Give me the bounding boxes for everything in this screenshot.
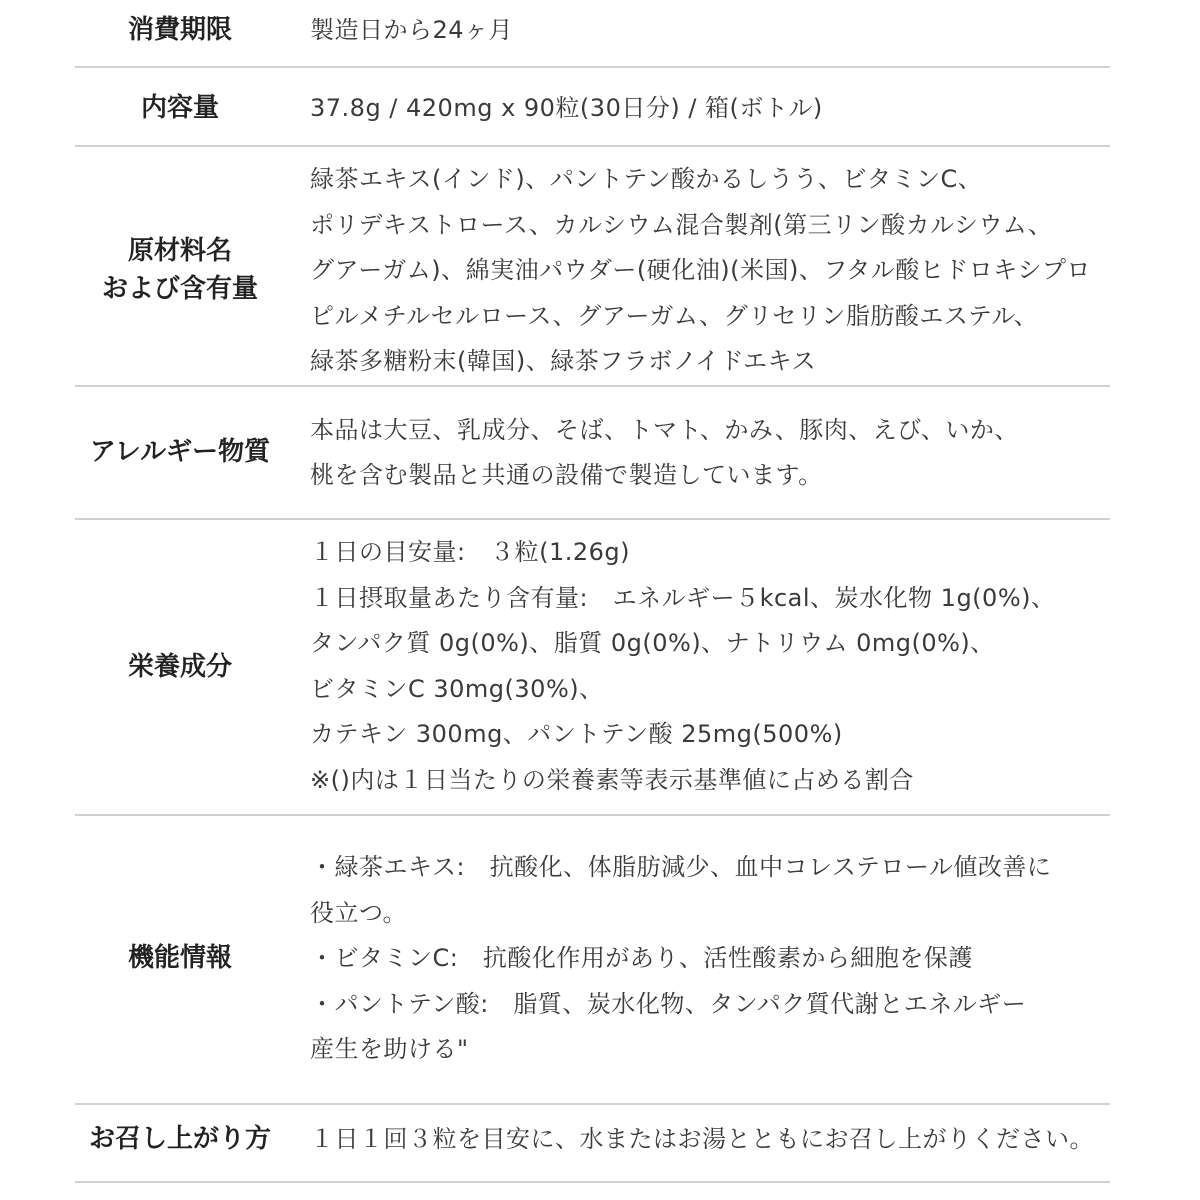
- value-ingredients: [310, 157, 1120, 385]
- function-info-line: ・ビタミンC: 抗酸化作用があり、活性酸素から細胞を保護: [310, 944, 973, 972]
- label-allergens: アレルギー物質: [89, 437, 271, 467]
- divider: [75, 814, 1110, 816]
- divider: [75, 385, 1110, 387]
- nutrition-line: １日摂取量あたり含有量: エネルギー５kcal、炭水化物 1g(0%)、: [310, 583, 1056, 612]
- divider: [75, 1181, 1110, 1183]
- label-nutrition: 栄養成分: [127, 652, 232, 682]
- allergens-line: 本品は大豆、乳成分、そば、トマト、かみ、豚肉、えび、いか、: [310, 416, 1019, 444]
- value-function-info: [310, 845, 1120, 1073]
- nutrition-line: タンパク質 0g(0%)、脂質 0g(0%)、ナトリウム 0mg(0%)、: [310, 629, 995, 657]
- value-directions: １日１回３粒を目安に、水またはお湯とともにお召し上がりください。: [310, 1125, 1094, 1153]
- label-function-info: 機能情報: [127, 943, 232, 973]
- function-info-line: ・パントテン酸: 脂質、炭水化物、タンパク質代謝とエネルギー: [310, 989, 1027, 1018]
- ingredients-line: ポリデキストロース、カルシウム混合製剤(第三リン酸カルシウム、: [310, 210, 1053, 239]
- value-allergens: [310, 408, 1120, 498]
- divider: [75, 66, 1110, 68]
- allergens-line: 桃を含む製品と共通の設備で製造しています。: [310, 461, 823, 489]
- ingredients-line: グアーガム)、綿実油パウダー(硬化油)(米国)、フタル酸ヒドロキシプロ: [310, 256, 1091, 284]
- divider: [75, 518, 1110, 520]
- nutrition-line: ※()内は１日当たりの栄養素等表示基準値に占める割合: [310, 765, 914, 794]
- divider: [75, 145, 1110, 147]
- label-expiration: 消費期限: [127, 15, 232, 45]
- value-expiration: 製造日から24ヶ月: [310, 16, 514, 44]
- value-content-amount: 37.8g / 420mg x 90粒(30日分) / 箱(ボトル): [310, 94, 823, 122]
- nutrition-line: ビタミンC 30mg(30%)、: [310, 674, 604, 703]
- value-nutrition: [310, 530, 1120, 803]
- function-info-line: 役立つ。: [310, 898, 408, 927]
- function-info-line: 産生を助ける": [310, 1035, 469, 1063]
- nutrition-line: カテキン 300mg、パントテン酸 25mg(500%): [310, 720, 843, 748]
- label-ingredients: 原材料名 および含有量: [101, 236, 258, 304]
- nutrition-line: １日の目安量: ３粒(1.26g): [310, 538, 630, 566]
- label-content-amount: 内容量: [140, 93, 219, 123]
- ingredients-line: 緑茶エキス(インド)、パントテン酸かるしうう、ビタミンC、: [310, 165, 983, 193]
- divider: [75, 1103, 1110, 1105]
- function-info-line: ・緑茶エキス: 抗酸化、体脂肪減少、血中コレステロール値改善に: [310, 853, 1052, 881]
- label-directions: お召し上がり方: [88, 1124, 271, 1154]
- ingredients-line: 緑茶多糖粉末(韓国)、緑茶フラボノイドエキス: [310, 347, 817, 375]
- ingredients-line: ピルメチルセルロース、グアーガム、グリセリン脂肪酸エステル、: [310, 301, 1039, 330]
